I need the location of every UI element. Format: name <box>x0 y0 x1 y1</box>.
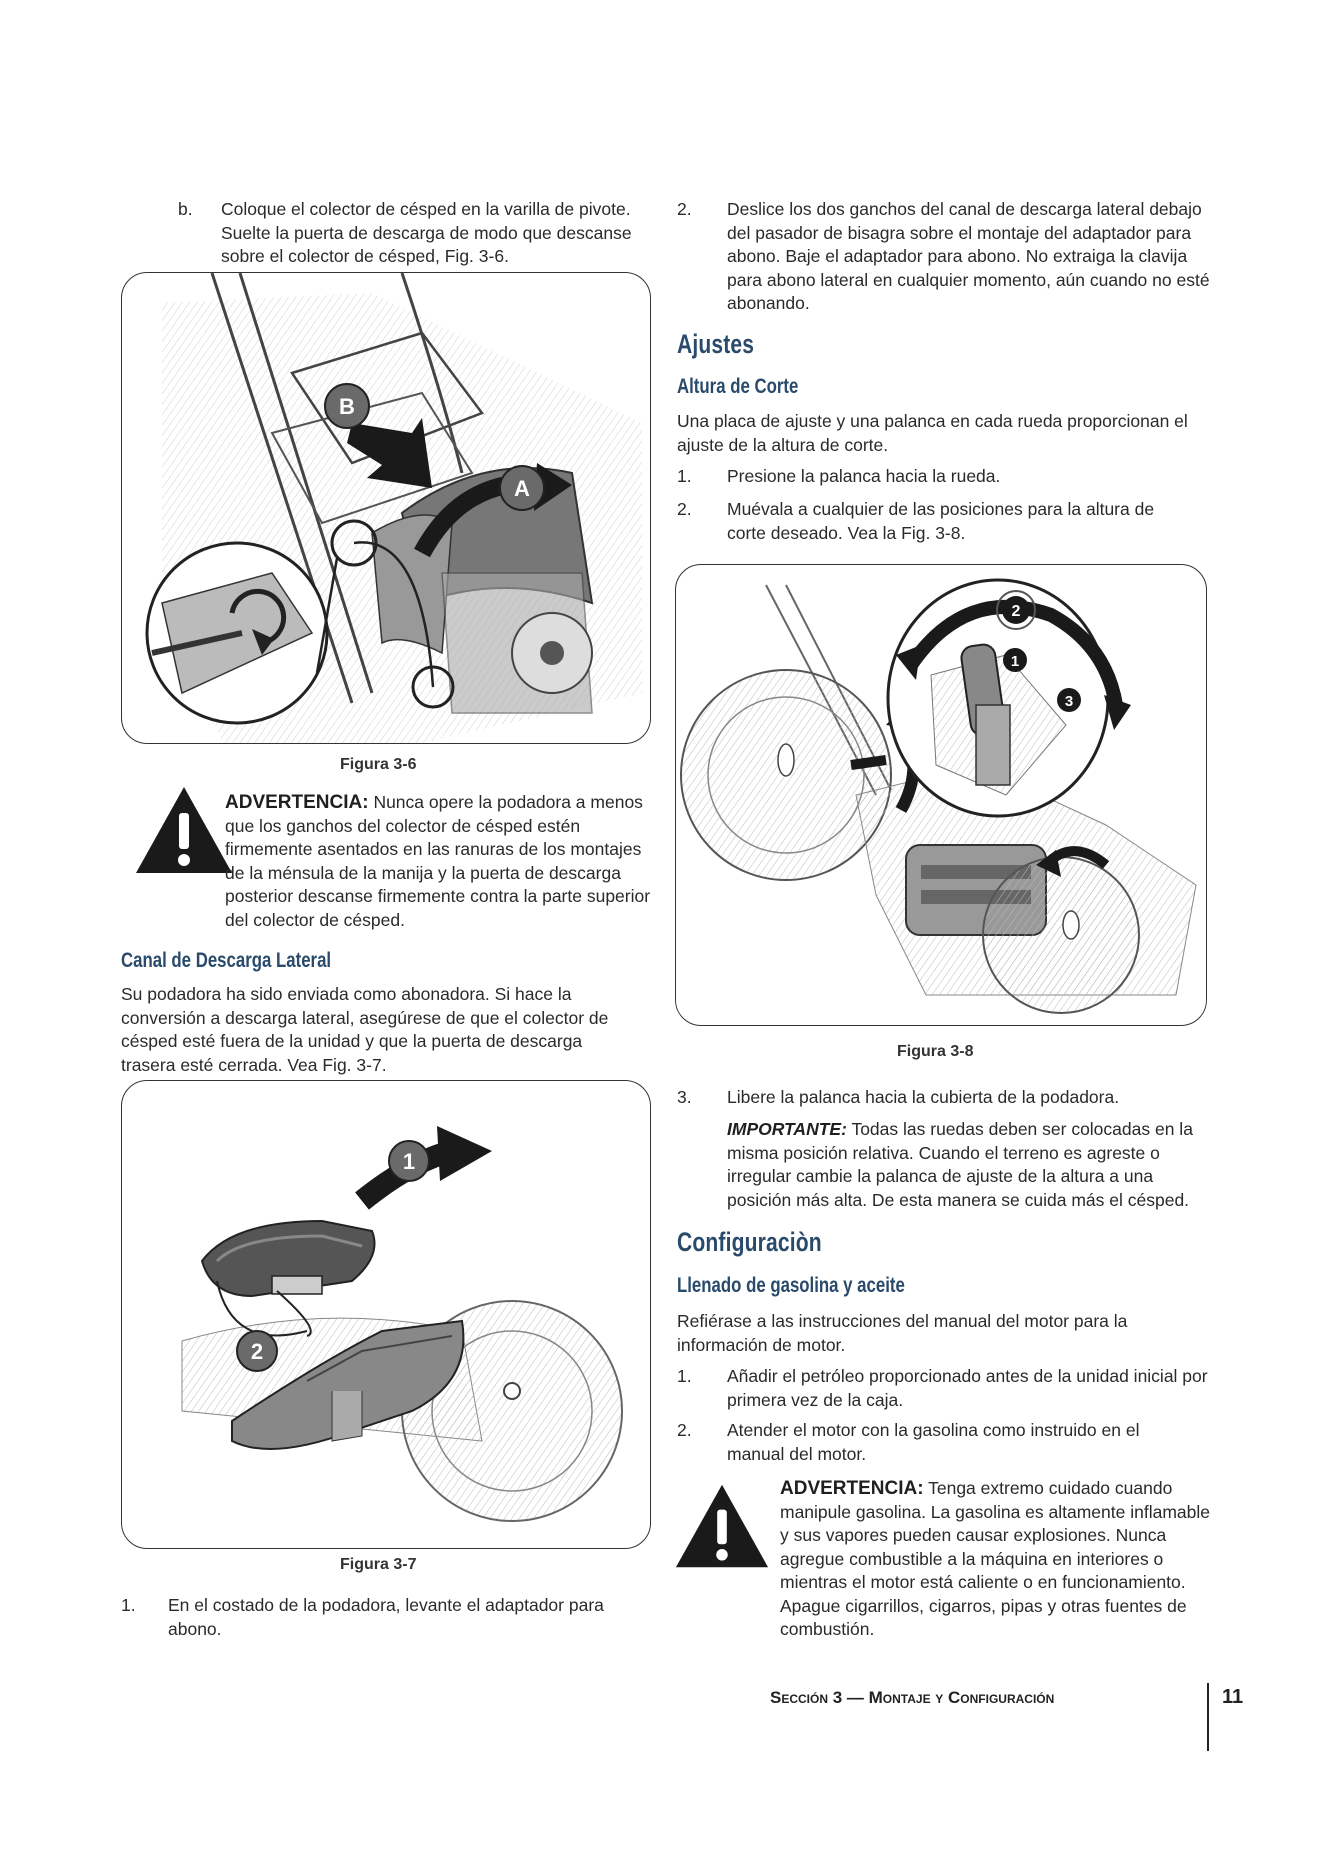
figure-3-7-illustration <box>122 1081 650 1548</box>
side-discharge-text: Su podadora ha sido enviada como abonadora. Si hace la conversión a descarga lateral, asegúrese de que el colector de césped esté fuera de la unidad y que la puerta de descarga trasera esté cerrada. Vea Fig. 3-7. <box>121 984 609 1075</box>
callout-a: A <box>514 476 530 501</box>
step-text: Añadir el petróleo proporcionado antes de la unidad inicial por primera vez de la caja. <box>727 1366 1208 1410</box>
step-text: Coloque el colector de césped en la varilla de pivote. Suelte la puerta de descarga de modo que descanse sobre el colector de césped, Fig. 3-6. <box>221 199 632 266</box>
warning-icon <box>674 1482 770 1570</box>
step-number: 2. <box>677 499 692 519</box>
step-text: Deslice los dos ganchos del canal de descarga lateral debajo del pasador de bisagra sobre el montaje del adaptador para abono. Baje el adaptador para abono. No extraiga la clavija para abono lateral en cualquier momento, aún cuando no esté abonando. <box>727 199 1210 313</box>
page-number: 11 <box>1222 1686 1244 1708</box>
step-text: Libere la palanca hacia la cubierta de la podadora. <box>727 1087 1120 1107</box>
callout-1: 1 <box>1010 653 1020 670</box>
figure-3-7-caption: Figura 3-7 <box>340 1556 417 1573</box>
step-number: 1. <box>677 1366 692 1386</box>
warning-title: ADVERTENCIA: <box>780 1478 924 1499</box>
step-number: 3. <box>677 1087 692 1107</box>
step-number: 1. <box>121 1595 136 1615</box>
step-text: Atender el motor con la gasolina como instruido en el manual del motor. <box>727 1420 1140 1464</box>
warning-2 <box>780 1477 1210 1642</box>
figure-3-6-illustration <box>122 273 650 743</box>
warning-title: ADVERTENCIA: <box>225 792 369 813</box>
altura-de-corte-heading: Altura de Corte <box>677 375 799 398</box>
figure-3-7 <box>121 1080 651 1549</box>
important-label: IMPORTANTE: <box>727 1119 847 1139</box>
important-text: Todas las ruedas deben ser colocadas en la misma posición relativa. Cuando el terreno es agreste o irregular cambie la palanca de ajuste de la altura a una posición más alta. De esta manera se cuida más el césped. <box>727 1119 1193 1210</box>
footer-section: Sección 3 — Montaje y Configuración <box>770 1688 1055 1707</box>
callout-b: B <box>339 394 355 419</box>
configuracion-heading: Configuraciòn <box>677 1227 822 1257</box>
side-discharge-heading: Canal de Descarga Lateral <box>121 949 332 972</box>
step-text: Presione la palanca hacia la rueda. <box>727 466 1001 486</box>
step-number: 2. <box>677 199 692 219</box>
step-number: 2. <box>677 1420 692 1440</box>
figure-3-8-caption: Figura 3-8 <box>897 1043 974 1060</box>
callout-1: 1 <box>402 1149 416 1174</box>
warning-icon <box>134 785 234 875</box>
step-text: Muévala a cualquier de las posiciones para la altura de corte deseado. Vea la Fig. 3-8. <box>727 499 1155 543</box>
ajustes-heading: Ajustes <box>677 329 755 359</box>
llenado-heading: Llenado de gasolina y aceite <box>677 1274 905 1297</box>
step-number: 1. <box>677 466 692 486</box>
important-note <box>727 1118 1222 1212</box>
callout-2: 2 <box>1011 603 1021 620</box>
figure-3-6 <box>121 272 651 744</box>
step-text: En el costado de la podadora, levante el adaptador para abono. <box>168 1595 604 1639</box>
callout-3: 3 <box>1064 693 1074 710</box>
config-intro: Refiérase a las instrucciones del manual del motor para la información de motor. <box>677 1311 1128 1355</box>
warning-text: Nunca opere la podadora a menos que los ganchos del colector de césped estén firmemente asentados en las ranuras de los montajes de la ménsula de la manija y la puerta de descarga posterior descanse firmemente contra la parte superior del colector de césped. <box>225 792 651 930</box>
warning-text: Tenga extremo cuidado cuando manipule gasolina. La gasolina es altamente inflamable y sus vapores pueden causar explosiones. Nunca agregue combustible a la máquina en interiores o mientras el motor está caliente o en funcionamiento. Apague cigarrillos, cigarros, pipas y otras fuentes de combustión. <box>780 1478 1210 1639</box>
figure-3-8 <box>675 564 1207 1026</box>
callout-2: 2 <box>250 1339 264 1364</box>
figure-3-6-caption: Figura 3-6 <box>340 756 417 773</box>
ajustes-intro: Una placa de ajuste y una palanca en cada rueda proporcionan el ajuste de la altura de corte. <box>677 411 1188 455</box>
figure-3-8-illustration <box>676 565 1206 1025</box>
step-number: b. <box>178 199 193 219</box>
footer-divider <box>1207 1683 1209 1751</box>
warning-1 <box>225 791 655 932</box>
